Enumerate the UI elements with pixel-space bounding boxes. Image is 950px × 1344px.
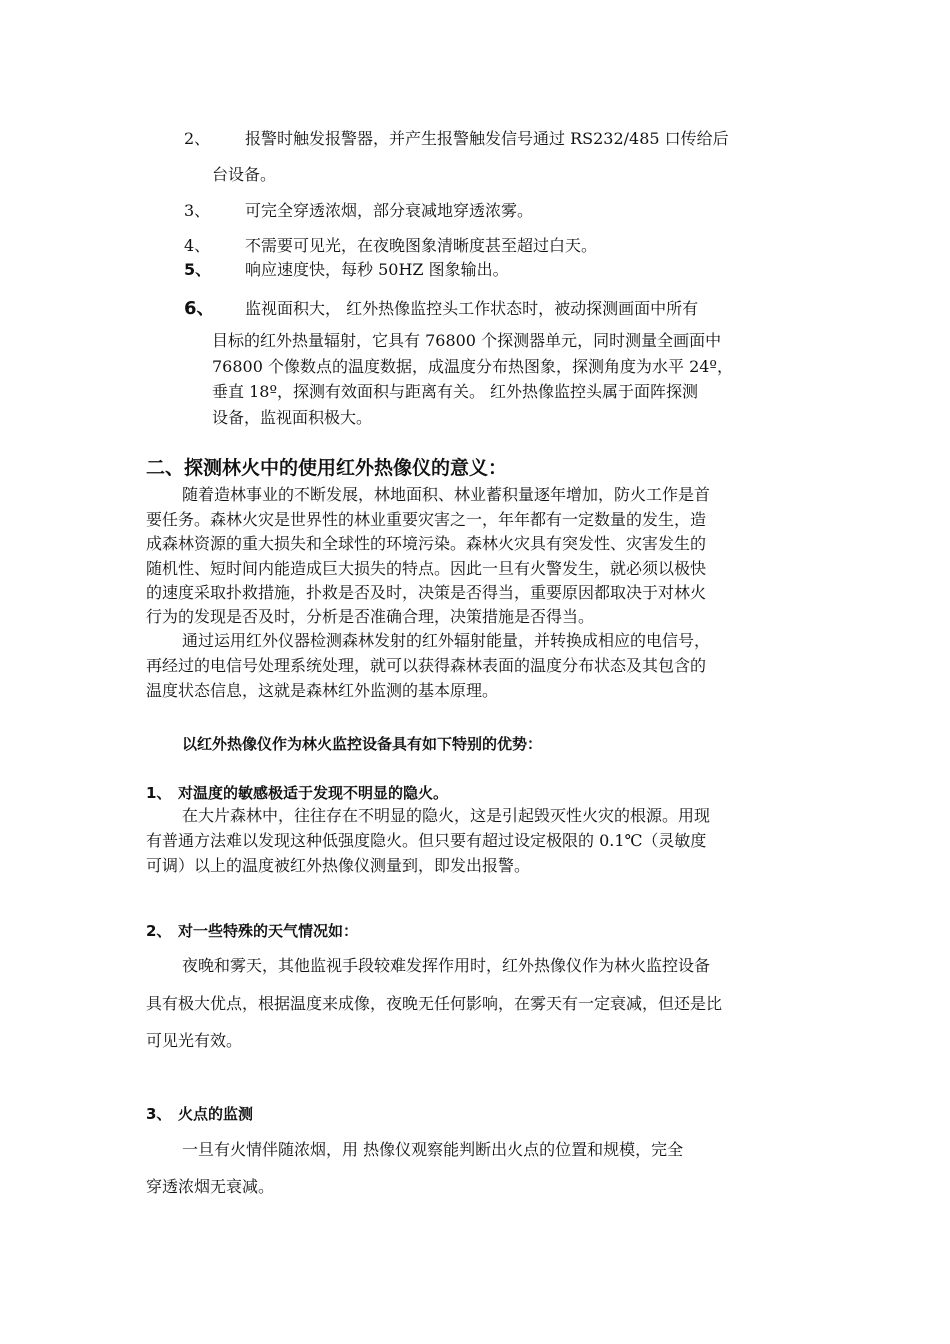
advantage-title: 火点的监测 <box>178 1105 254 1123</box>
list-item-text: 可完全穿透浓烟，部分衰减地穿透浓雾。 <box>245 201 534 220</box>
list-item-text: 垂直 18º，探测有效面积与距离有关。 红外热像监控头属于面阵探测 <box>212 382 699 401</box>
list-item-text: 报警时触发报警器，并产生报警触发信号通过 RS232/485 口传给后 <box>245 129 729 148</box>
list-item-text: 设备，监视面积极大。 <box>212 408 373 427</box>
list-number: 5、 <box>184 260 212 279</box>
advantage-number: 2、 <box>146 922 172 940</box>
paragraph-line: 的速度采取扑救措施，扑救是否及时，决策是否得当，重要原因都取决于对林火 <box>146 583 707 602</box>
paragraph-line: 要任务。森林火灾是世界性的林业重要灾害之一，年年都有一定数量的发生，造 <box>146 510 707 529</box>
list-number: 6、 <box>184 298 215 319</box>
paragraph-line: 具有极大优点，根据温度来成像，夜晚无任何影响，在雾天有一定衰减，但还是比 <box>146 994 723 1013</box>
paragraph-line: 成森林资源的重大损失和全球性的环境污染。森林火灾具有突发性、灾害发生的 <box>146 534 707 553</box>
advantages-title: 以红外热像仪作为林火监控设备具有如下特别的优势： <box>182 735 543 753</box>
paragraph-line: 可见光有效。 <box>146 1031 243 1050</box>
list-number: 4、 <box>184 236 211 255</box>
paragraph-line: 有普通方法难以发现这种低强度隐火。但只要有超过设定极限的 0.1℃（灵敏度 <box>146 831 707 850</box>
paragraph-line: 随机性、短时间内能造成巨大损失的特点。因此一旦有火警发生，就必须以极快 <box>146 559 707 578</box>
advantage-title: 对温度的敏感极适于发现不明显的隐火。 <box>178 784 449 802</box>
paragraph-line: 随着造林事业的不断发展，林地面积、林业蓄积量逐年增加，防火工作是首 <box>182 485 711 504</box>
paragraph-line: 行为的发现是否及时，分析是否准确合理，决策措施是否得当。 <box>146 607 595 626</box>
list-item-text: 76800 个像数点的温度数据，成温度分布热图象，探测角度为水平 24º， <box>212 357 733 376</box>
list-number: 3、 <box>184 201 211 220</box>
advantage-number: 1、 <box>146 784 172 802</box>
paragraph-line: 夜晚和雾天，其他监视手段较难发挥作用时，红外热像仪作为林火监控设备 <box>182 956 711 975</box>
paragraph-line: 一旦有火情伴随浓烟，用 热像仪观察能判断出火点的位置和规模，完全 <box>182 1140 684 1159</box>
paragraph-line: 可调）以上的温度被红外热像仪测量到，即发出报警。 <box>146 856 531 875</box>
advantage-number: 3、 <box>146 1105 172 1123</box>
list-item-text: 响应速度快，每秒 50HZ 图象输出。 <box>245 260 509 279</box>
list-number: 2、 <box>184 129 211 148</box>
list-item-text: 不需要可见光，在夜晚图象清晰度甚至超过白天。 <box>245 236 598 255</box>
advantage-title: 对一些特殊的天气情况如： <box>178 922 359 940</box>
paragraph-line: 再经过的电信号处理系统处理，就可以获得森林表面的温度分布状态及其包含的 <box>146 656 707 675</box>
list-item-text: 监视面积大， 红外热像监控头工作状态时，被动探测画面中所有 <box>245 299 699 318</box>
paragraph-line: 温度状态信息，这就是森林红外监测的基本原理。 <box>146 681 499 700</box>
paragraph-line: 在大片森林中，往往存在不明显的隐火，这是引起毁灭性火灾的根源。用现 <box>182 806 711 825</box>
paragraph-line: 通过运用红外仪器检测森林发射的红外辐射能量，并转换成相应的电信号， <box>182 631 711 650</box>
list-item-text: 目标的红外热量辐射，它具有 76800 个探测器单元，同时测量全画面中 <box>212 331 722 350</box>
list-item-text: 台设备。 <box>212 165 277 184</box>
section-heading: 二、探测林火中的使用红外热像仪的意义： <box>146 457 508 479</box>
paragraph-line: 穿透浓烟无衰减。 <box>146 1177 275 1196</box>
